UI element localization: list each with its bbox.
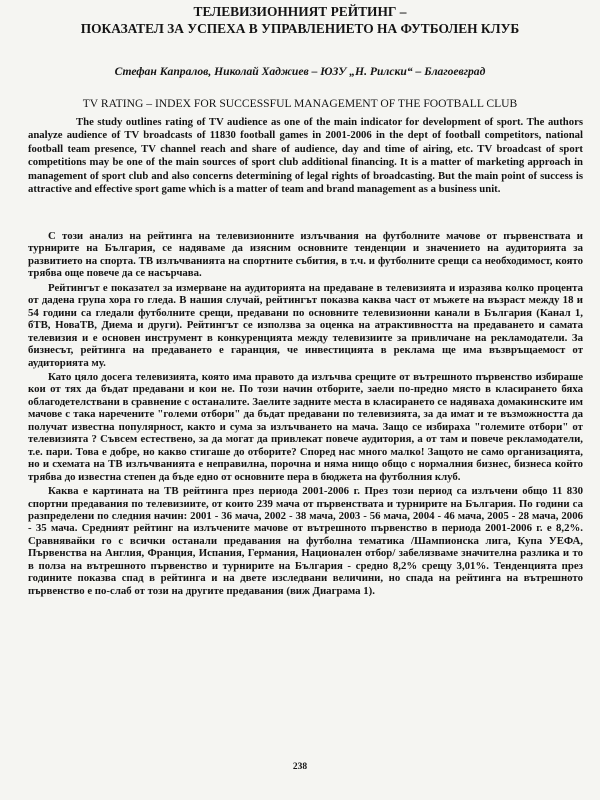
body-paragraph-2: Рейтингът е показател за измерване на аудиторията на предаване в телевизията и изразява колко процента от дадена група хора го гледа. В нашия случай, рейтингът показва каква част от мъжете на възраст между 18 и 54 години са гледали футболните срещи, предавани по основните телевизионни канали в България (Канал 1, бТВ, НоваТВ, Диема и други). Рейтингът се използва за оценка на атрактивността на предаването и самата телевизия и е основен инструмент в конкуренцията между телевизиите за привличане на рекламодатели. За бизнесът, рейтинга на предаването е гаранция, че инвестицията в реклама ще има възвръщаемост от аудиторията му. [28,281,583,369]
body-paragraph-1: С този анализ на рейтинга на телевизионните излъчвания на футболните мачове от първенствата и турнирите на България, се надяваме да изясним основните тенденции и значението на аудиторията за развитието на спорта. ТВ излъчванията на спортните събития, в т.ч. и футболните срещи са необходимост, която трябва още повече да се насърчава. [28,230,583,280]
body-paragraph-3: Като цяло досега телевизията, която има правото да излъчва срещите от вътрешното първенство избираше кои от тях да бъдат предавани и кои не. По този начин отборите, заели по-предно място в класирането бяха облагодетелствани в сравнение с останалите. Заелите задните места в класирането се надяваха домакинските им мачове с така наречените "големи отбори" да бъдат предавани по телевизията, за да имат и те възможността да получат известна популярност, както и сума за излъчването на мача. Защо се избираха "големите отбори" от телевизията ? Съвсем естествено, за да могат да привлекат повече аудитория, а от там и повече рекламодатели, т.е. пари. Това е добре, но какво стигаше до отборите? Според нас много малко! Защото не само организацията, но и схемата на ТВ излъчванията е неправилна, порочна и няма нищо общо с нормалния бизнес, бизнеса който трябва до известна степен да бъде едно от основните пера в бюджета на футболния клуб. [28,370,583,483]
article-title-line-1: ТЕЛЕВИЗИОННИЯТ РЕЙТИНГ – [193,4,407,19]
article-body [28,230,583,599]
body-paragraph-4: Каква е картината на ТВ рейтинга през периода 2001-2006 г. През този период са излъчени общо 11 830 спортни предавания по телевизиите, от които 239 мача от първенствата и турнирите на България. По години са разпределени по следния начин: 2001 - 36 мача, 2002 - 38 мача, 2003 - 56 мача, 2004 - 46 мача, 2005 - 28 мача, 2006 - 35 мача. Средният рейтинг на излъчените мачове от вътрешното първенство в периода 2001-2006 г. е 8,2%. Сравнявайки го с всички останали предавания на футболна тематика /Шампионска лига, Купа УЕФА, Първенства на Англия, Франция, Испания, Германия, Национален отбор/ забелязваме значителна разлика и то в полза на вътрешното първенство и турнирите на България - средно 8,2% срещу 3,01%. Тенденцията през годините показва спад в рейтинга и на двете изследвани величини, но спада на рейтинга на вътрешното първенство е по-слаб от този на другите предавания (виж Диаграма 1). [28,485,583,597]
article-title-line-2: ПОКАЗАТЕЛ ЗА УСПЕХА В УПРАВЛЕНИЕТО НА ФУТБОЛЕН КЛУБ [80,21,520,36]
abstract-paragraph: The study outlines rating of TV audience as one of the main indicator for development of sport. The authors analyze audience of TV broadcasts of 11830 football games in 2001-2006 in the dept of football competitors, national football team presence, TV channel reach and share of audience, day and time of airing, etc. TV broadcast of sport competitions may be one of the main sources of sport club additional financing. It is a matter of marketing approach in management of sport club and also concerns determining of legal rights of broadcasting. But the main point of success is attractive and effective sport game which is a matter of team and brand management as a business unit. [28,116,583,196]
english-title: TV RATING – INDEX FOR SUCCESSFUL MANAGEMENT OF THE FOOTBALL CLUB [82,97,518,110]
english-abstract [28,116,583,196]
page-number: 238 [292,762,308,772]
article-authors: Стефан Капралов, Николай Хаджиев – ЮЗУ „Н. Рилски“ – Благоевград [114,65,486,78]
